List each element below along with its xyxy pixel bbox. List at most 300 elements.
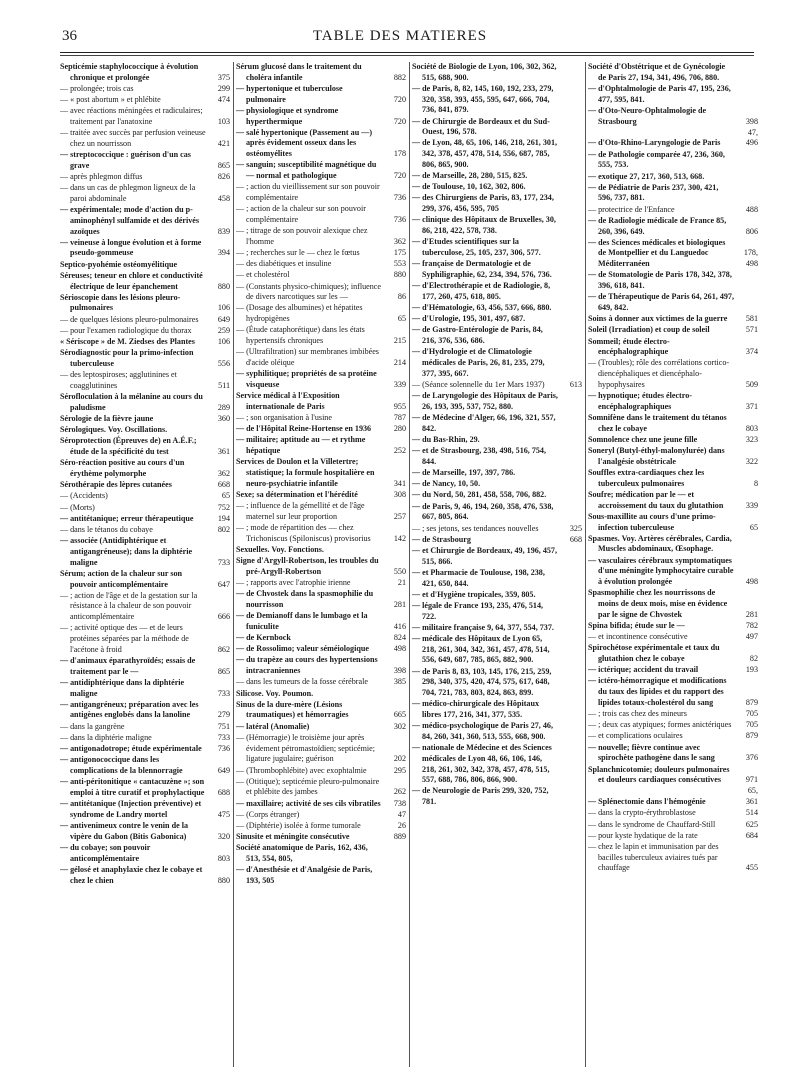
entry-text: Sérofloculation à la mélanine au cours du paludisme [60, 392, 203, 412]
index-entry [412, 590, 582, 601]
entry-text: — associée (Antidiphtérique et antigangréneuse); dans la diphtérie maligne [60, 536, 193, 567]
index-entry [60, 843, 230, 864]
entry-text: — ; ses jetons, ses tendances nouvelles [412, 523, 539, 533]
entry-page-ref: 103 [217, 117, 230, 127]
index-entry [60, 722, 230, 733]
index-entry [412, 325, 582, 346]
index-entry [60, 503, 230, 514]
index-entry [236, 810, 406, 821]
index-entry [588, 676, 758, 708]
index-entry [412, 479, 582, 490]
entry-text: — de Paris 8, 83, 103, 145, 176, 215, 259, 298, 340, 375, 420, 474, 575, 617, 648, 704, 721, 783, 803, 824, 863, 899. [412, 666, 552, 698]
entry-text: — dans la crypto-érythroblastose [588, 808, 696, 818]
index-entry [588, 183, 758, 204]
entry-page-ref: 385 [393, 677, 406, 687]
entry-page-ref: 65 [749, 522, 758, 532]
page-number: 36 [62, 28, 77, 44]
entry-page-ref: 295 [393, 765, 406, 775]
index-entry [236, 369, 406, 390]
entry-text: — vasculaires cérébraux symptomatiques d'une méningite lymphocytaire curable à évolution prolongée [588, 555, 734, 587]
entry-text: — ; trois cas chez des mineurs [588, 708, 687, 718]
entry-text: Séro-réaction positive au cours d'un érythème polymorphe [60, 458, 185, 479]
column-divider [409, 62, 410, 1067]
entry-text: — militaire française 9, 64, 377, 554, 737. [412, 622, 554, 632]
entry-text: — ; son organisation à l'usine [236, 413, 332, 422]
entry-page-ref: 738 [393, 798, 406, 808]
entry-page-ref: 514 [745, 808, 758, 818]
entry-page-ref: 688 [217, 787, 230, 797]
entry-text: — antigonococcique dans les complications de la blennorragie [60, 755, 183, 775]
index-entry [60, 326, 230, 337]
entry-page-ref: 826 [217, 172, 230, 182]
entry-page-ref: 360 [217, 414, 230, 423]
entry-text: — exotique 27, 217, 360, 513, 668. [588, 171, 705, 181]
entry-page-ref: 215 [393, 336, 406, 346]
entry-text: — maxillaire; activité de ses cils vibratiles [236, 798, 381, 808]
entry-text: — ictérique; accident du travail [588, 665, 699, 675]
entry-text: — antigangréneux; préparation avec les antigènes englobés dans la lanoline [60, 699, 199, 720]
entry-page-ref: 322 [745, 456, 758, 466]
entry-text: — d'Hydrologie et de Climatologie médicales de Paris, 26, 81, 235, 279, 377, 395, 667. [412, 347, 545, 378]
entry-page-ref: 879 [745, 731, 758, 741]
index-entry [60, 293, 230, 314]
entry-page-ref: 733 [217, 688, 230, 698]
index-entry [412, 699, 582, 720]
entry-text: Spasmes. Voy. Artères cérébrales, Cardia, Muscles abdominaux, Œsophage. [588, 533, 732, 554]
index-entry [60, 238, 230, 259]
index-entry [412, 546, 582, 567]
entry-text: — (Étude cataphorétique) dans les états hypertensifs chroniques [236, 325, 365, 346]
entry-text: — ; action du vieillissement sur son pouvoir complémentaire [236, 182, 380, 202]
entry-page-ref: 782 [745, 620, 758, 630]
index-entry [60, 623, 230, 655]
entry-page-ref: 882 [393, 72, 406, 82]
entry-page-ref: 581 [745, 314, 758, 324]
entry-page-ref: 252 [393, 446, 406, 456]
index-entry [236, 733, 406, 765]
entry-page-ref: 374 [745, 347, 758, 357]
entry-page-ref: 371 [745, 401, 758, 411]
entry-text: — pour kyste hydatique de la rate [588, 830, 698, 840]
index-entry [60, 260, 230, 271]
entry-text: — du Bas-Rhin, 29. [412, 434, 480, 444]
entry-text: — des Sciences médicales et biologiques de Montpellier et du Languedoc Méditerranéen [588, 237, 726, 269]
entry-page-ref: 320 [217, 831, 230, 841]
index-entry [236, 677, 406, 688]
index-entry [236, 611, 406, 632]
entry-page-ref: 421 [217, 138, 230, 148]
entry-text: — (Troubles); rôle des corrélations cortico-diencéphaliques et diencéphalo-hypophysaires [588, 358, 730, 389]
entry-text: — antitétanique; erreur thérapeutique [60, 513, 194, 523]
entry-text: — veineuse à longue évolution et à forme pseudo-gommeuse [60, 237, 202, 258]
entry-text: — streptococcique : guérison d'un cas grave [60, 150, 191, 170]
index-entry [412, 623, 582, 634]
entry-page-ref: 361 [217, 447, 230, 457]
entry-text: Souffles extra-cardiaques chez les tuberculeux pulmonaires [588, 468, 705, 488]
index-entry [236, 106, 406, 127]
entry-text: — de Pathologie comparée 47, 236, 360, 555, 753. [588, 149, 725, 170]
entry-text: — ; titrage de son pouvoir alexique chez l'homme [236, 226, 368, 246]
entry-text: — ; action de la chaleur sur son pouvoir complémentaire [236, 204, 366, 224]
entry-text: Sérum; action de la chaleur sur son pouvoir anticomplémentaire [60, 568, 183, 589]
entry-text: — de Paris, 8, 82, 145, 160, 192, 233, 279, 320, 358, 393, 455, 595, 647, 666, 704, 736, 841, 879. [412, 83, 554, 115]
entry-page-ref: 862 [217, 644, 230, 654]
entry-text: Services de Doulon et la Villetertre; statistique; la formule hospitalière en neuro-psychiatrie infantile [236, 457, 375, 488]
entry-page-ref: 202 [393, 754, 406, 764]
entry-text: — d'Ophtalmologie de Paris 47, 195, 236, 477, 595, 841. [588, 83, 731, 104]
entry-page-ref: 281 [393, 599, 406, 609]
index-entry [236, 545, 406, 556]
index-entry [412, 171, 582, 182]
entry-text: Sommeil; étude électro-encéphalographique [588, 336, 670, 357]
entry-text: — militaire; aptitude au — et rythme hépatique [236, 435, 366, 456]
entry-text: — d'Urologie, 195, 301, 497, 687. [412, 314, 526, 324]
index-entry [588, 643, 758, 664]
entry-text: Société anatomique de Paris, 162, 436, 513, 554, 805, [236, 843, 368, 864]
entry-page-ref: 416 [393, 621, 406, 631]
index-entry [412, 786, 582, 807]
entry-text: — (Constants physico-chimiques); influence de divers narcotiques sur les — [236, 281, 381, 302]
index-entry [236, 523, 406, 544]
entry-text: Signe d'Argyll-Robertson, les troubles du pré-Argyll-Robertson [236, 556, 379, 576]
index-entry [588, 270, 758, 291]
entry-page-ref: 82 [749, 653, 758, 663]
entry-text: — antigonadotrope; étude expérimentale [60, 744, 202, 754]
index-entry [588, 128, 758, 149]
entry-page-ref: 736 [393, 192, 406, 202]
index-entry [588, 720, 758, 731]
entry-page-ref: 262 [393, 787, 406, 797]
index-entry [588, 534, 758, 555]
entry-text: Sérioscopie dans les lésions pleuro-pulmonaires [60, 292, 181, 313]
entry-text: — de Médecine d'Alger, 66, 196, 321, 557, 842. [412, 413, 556, 433]
entry-text: — antitétanique (Injection préventive) et syndrome de Landry mortel [60, 799, 202, 819]
entry-text: — antidiphtérique dans la diphtérie maligne [60, 677, 185, 698]
index-entry [588, 172, 758, 183]
entry-text: — des Chirurgiens de Paris, 83, 177, 234, 299, 376, 456, 595, 705 [412, 193, 554, 214]
entry-text: — de Gastro-Entérologie de Paris, 84, 216, 376, 536, 686. [412, 325, 543, 346]
index-entry [588, 292, 758, 313]
index-entry [236, 832, 406, 843]
index-entry [412, 502, 582, 523]
entry-page-ref: 733 [217, 557, 230, 567]
index-entry [412, 524, 582, 535]
entry-page-ref: 299 [217, 83, 230, 93]
entry-page-ref: 474 [217, 95, 230, 105]
index-entry [588, 150, 758, 171]
index-entry [588, 205, 758, 216]
index-entry [588, 84, 758, 105]
entry-page-ref: 665 [393, 710, 406, 720]
entry-text: — et Chirurgie de Bordeaux, 49, 196, 457, 515, 866. [412, 545, 558, 566]
entry-text: — ; action de l'âge et de la gestation sur la résistance à la chaleur de son pouvoir anticomplémentaire [60, 590, 198, 622]
entry-page-ref: 720 [393, 116, 406, 126]
index-entry [236, 259, 406, 270]
entry-text: « Sériscope » de M. Ziedses des Plantes [60, 337, 195, 347]
index-entry [236, 391, 406, 412]
entry-page-ref: 839 [217, 226, 230, 236]
index-entry [236, 633, 406, 644]
entry-page-ref: 376 [745, 753, 758, 763]
entry-text: — ; influence de la gémellité et de l'âge maternel sur leur proportion [236, 501, 365, 521]
entry-page-ref: 280 [393, 424, 406, 434]
entry-page-ref: 398 [393, 666, 406, 676]
entry-page-ref: 362 [217, 469, 230, 479]
entry-text: — « post abortum » et phlébite [60, 95, 161, 105]
entry-text: — de Chvostek dans la spasmophilie du nourrisson [236, 589, 374, 609]
entry-text: — d'Hématologie, 63, 456, 537, 666, 880. [412, 302, 552, 312]
index-entry [412, 347, 582, 379]
entry-text: — traitée avec succès par perfusion veineuse chez un nourrisson [60, 128, 206, 148]
entry-page-ref: 556 [217, 358, 230, 368]
entry-text: — légale de France 193, 235, 476, 514, 722. [412, 600, 544, 621]
entry-text: — d'animaux éparathyroïdés; essais de traitement par le — [60, 655, 196, 676]
index-entry [60, 777, 230, 798]
entry-page-ref: 394 [217, 248, 230, 258]
entry-page-ref: 178, 498 [743, 248, 758, 269]
entry-text: — antivenimeux contre le venin de la vipère du Gabon (Bitis Gabonica) [60, 821, 188, 841]
index-entry [412, 435, 582, 446]
entry-text: — (Corps étranger) [236, 809, 300, 819]
entry-text: — dans un cas de phlegmon ligneux de la paroi abdominale [60, 183, 196, 203]
entry-text: Septicémie staphylococcique à évolution chronique et prolongée [60, 62, 199, 82]
entry-text: — (Otitique); septicémie pleuro-pulmonaire et phlébite des jambes [236, 776, 380, 797]
entry-page-ref: 806 [745, 226, 758, 236]
entry-text: — expérimentale; mode d'action du p-aminophényl sulfamide et des dérivés azoïques [60, 205, 200, 236]
entry-page-ref: 325 [569, 523, 582, 533]
entry-page-ref: 955 [393, 401, 406, 411]
entry-page-ref: 106 [217, 303, 230, 313]
entry-page-ref: 865 [217, 160, 230, 170]
index-entry [236, 777, 406, 798]
index-entry [588, 314, 758, 325]
entry-text: — nouvelle; fièvre continue avec spirochète pathogène dans le sang [588, 742, 715, 763]
entry-text: — clinique des Hôpitaux de Bruxelles, 30, 86, 218, 422, 578, 738. [412, 215, 556, 236]
entry-page-ref: 194 [217, 513, 230, 523]
entry-text: — ; activité optique des — et de leurs protéines séparées par la méthode de l'acétone à froid [60, 623, 189, 654]
index-entry [588, 238, 758, 270]
entry-text: — française de Dermatologie et de Syphiligraphie, 62, 234, 394, 576, 736. [412, 259, 552, 279]
index-entry [60, 370, 230, 391]
entry-page-ref: 720 [393, 94, 406, 104]
index-entry [60, 150, 230, 171]
index-entry [412, 446, 582, 467]
entry-text: — (Accidents) [60, 491, 108, 501]
index-entry [60, 755, 230, 776]
index-entry [236, 490, 406, 501]
index-column-1 [60, 62, 230, 1072]
entry-text: Spirochétose expérimentale et taux du glutathion chez le cobaye [588, 643, 720, 663]
entry-text: — du trapèze au cours des hypertensions intracraniennes [236, 655, 378, 676]
index-entry [236, 325, 406, 346]
entry-page-ref: 281 [745, 609, 758, 619]
index-entry [236, 182, 406, 203]
index-entry [236, 248, 406, 259]
entry-text: — de Stomatologie de Paris 178, 342, 378, 396, 618, 841. [588, 270, 732, 291]
index-entry [236, 424, 406, 435]
entry-page-ref: 214 [393, 357, 406, 367]
entry-page-ref: 65 [221, 491, 230, 501]
page-header [0, 28, 800, 48]
index-entry [60, 128, 230, 149]
index-entry [412, 721, 582, 742]
index-entry [60, 491, 230, 502]
entry-page-ref: 302 [393, 721, 406, 731]
index-entry [236, 282, 406, 303]
entry-page-ref: 720 [393, 171, 406, 181]
entry-text: — pour l'examen radiologique du thorax [60, 325, 192, 335]
index-entry [60, 733, 230, 744]
index-entry [588, 621, 758, 632]
index-entry [588, 446, 758, 467]
entry-page-ref: 889 [393, 832, 406, 842]
entry-text: — (Séance solennelle du 1er Mars 1937) [412, 379, 545, 389]
entry-page-ref: 193 [745, 665, 758, 675]
entry-text: — de quelques lésions pleuro-pulmonaires [60, 314, 199, 324]
index-entry [412, 62, 582, 83]
index-entry [588, 468, 758, 489]
entry-text: — salé hypertonique (Passement au —) après évidement osseux dans les ostéomyélites [236, 127, 373, 159]
entry-text: — hypnotique; études électro-encéphalographiques [588, 391, 692, 411]
entry-text: — avec réactions méningées et radiculaires; traitement par l'anatoxine [60, 106, 203, 127]
entry-text: — ; mode de répartition des — chez Trichoniscus (Spiloniscus) provisorius [236, 523, 371, 543]
entry-page-ref: 498 [745, 577, 758, 587]
entry-page-ref: 880 [217, 281, 230, 291]
entry-text: Soufre; médication par le — et accroissement du taux du glutathion [588, 489, 724, 510]
entry-text: — de Pédiatrie de Paris 237, 300, 421, 596, 737, 881. [588, 182, 719, 203]
entry-page-ref: 475 [217, 809, 230, 819]
index-entry [60, 656, 230, 677]
index-entry [588, 709, 758, 720]
entry-text: — (Hémorragie) le troisième jour après évidement pétromastoïdien; septicémie; ligature jugulaire; guérison [236, 732, 376, 764]
entry-page-ref: 880 [393, 270, 406, 280]
entry-text: — de l'Hôpital Reine-Hortense en 1936 [236, 424, 372, 434]
entry-page-ref: 733 [217, 732, 230, 742]
index-entry [588, 743, 758, 764]
index-entry [412, 281, 582, 302]
entry-text: — gélosé et anaphylaxie chez le cobaye et chez le chien [60, 864, 203, 885]
entry-page-ref: 511 [218, 380, 230, 390]
entry-text: — et incontinence consécutive [588, 632, 688, 642]
entry-text: — syphilitique; propriétés de sa protéine visqueuse [236, 369, 377, 389]
index-entry [412, 380, 582, 391]
entry-page-ref: 647 [217, 579, 230, 589]
index-entry [60, 414, 230, 425]
index-entry [60, 172, 230, 183]
index-entry [60, 95, 230, 106]
entry-page-ref: 736 [393, 214, 406, 224]
index-entry [60, 392, 230, 413]
entry-text: — de Marseille, 197, 397, 786. [412, 468, 516, 478]
index-entry [60, 205, 230, 237]
index-entry [412, 182, 582, 193]
index-entry [60, 678, 230, 699]
index-entry [412, 259, 582, 280]
index-entry [60, 525, 230, 536]
entry-page-ref: 684 [745, 830, 758, 840]
index-entry [588, 106, 758, 127]
entry-text: — et d'Hygiène tropicales, 359, 805. [412, 589, 536, 599]
entry-text: — (Diphtérie) isolée à forme tumorale [236, 821, 361, 831]
entry-text: Sous-maxillite au cours d'une primo-infection tuberculeuse [588, 511, 716, 532]
entry-text: — du Nord, 50, 281, 458, 558, 706, 882. [412, 490, 547, 500]
entry-text: — physiologique et syndrome hyperthermique [236, 105, 339, 126]
header-rule [60, 52, 754, 53]
entry-text: — des diabétiques et insuline [236, 259, 332, 269]
index-entry [588, 490, 758, 511]
entry-text: — de Toulouse, 10, 162, 302, 806. [412, 182, 526, 192]
index-entry [236, 722, 406, 733]
running-title: TABLE DES MATIERES [312, 28, 488, 44]
entry-text: — de Kernbock [236, 633, 291, 643]
index-entry [236, 413, 406, 424]
index-entry [236, 501, 406, 522]
entry-text: — d'Oto-Neuro-Ophtalmologie de Strasbourg [588, 105, 707, 126]
entry-text: — de Lyon, 48, 65, 106, 146, 218, 261, 301, 342, 378, 457, 478, 514, 556, 687, 785, 806, 865, 900. [412, 138, 558, 169]
entry-text: Sérologie de la fièvre jaune [60, 414, 154, 423]
index-entry [60, 799, 230, 820]
index-entry [236, 160, 406, 181]
entry-page-ref: 752 [217, 502, 230, 512]
entry-text: — de Thérapeutique de Paris 64, 261, 497, 649, 842. [588, 292, 734, 312]
entry-page-ref: 26 [397, 821, 406, 831]
index-entry [588, 435, 758, 446]
index-entry [412, 535, 582, 546]
index-entry [60, 536, 230, 568]
entry-text: — ; rapports avec l'atrophie irienne [236, 578, 351, 588]
entry-text: — et complications oculaires [588, 731, 683, 741]
index-entry [236, 766, 406, 777]
entry-text: — des leptospiroses; agglutinines et coagglutinines [60, 370, 177, 390]
entry-page-ref: 47 [397, 809, 406, 819]
index-entry [60, 348, 230, 369]
entry-page-ref: 736 [217, 744, 230, 754]
index-entry [60, 569, 230, 590]
entry-text: — (Thrombophlébite) avec exophtalmie [236, 765, 367, 775]
entry-page-ref: 803 [217, 853, 230, 863]
index-entry [236, 303, 406, 324]
entry-text: — d'Etudes scientifiques sur la tuberculose, 25, 105, 237, 306, 577. [412, 237, 541, 257]
index-entry [236, 84, 406, 105]
entry-page-ref: 625 [745, 819, 758, 829]
entry-page-ref: 751 [217, 721, 230, 731]
entry-page-ref: 339 [745, 500, 758, 510]
index-entry [60, 337, 230, 348]
entry-page-ref: 824 [393, 633, 406, 643]
entry-page-ref: 668 [217, 480, 230, 490]
entry-page-ref: 705 [745, 708, 758, 718]
index-entry [412, 391, 582, 412]
index-entry [588, 337, 758, 358]
index-entry [588, 62, 758, 83]
entry-page-ref: 259 [217, 325, 230, 335]
entry-text: — de Demianoff dans le lumbago et la funiculite [236, 611, 368, 631]
index-entry [588, 665, 758, 676]
entry-page-ref: 375 [217, 72, 230, 82]
index-entry [236, 578, 406, 589]
index-entry [236, 226, 406, 247]
entry-text: Soins à donner aux victimes de la guerre [588, 314, 728, 324]
index-columns [60, 62, 760, 1072]
entry-text: — d'Anesthésie et d'Analgésie de Paris, 193, 505 [236, 865, 373, 886]
entry-text: — de Chirurgie de Bordeaux et du Sud-Ouest, 196, 578. [412, 116, 550, 137]
entry-text: Sexe; sa détermination et l'hérédité [236, 489, 358, 499]
column-divider [233, 62, 234, 1067]
index-entry [236, 655, 406, 676]
index-entry [412, 634, 582, 666]
index-entry [588, 325, 758, 336]
entry-page-ref: 8 [753, 478, 758, 488]
